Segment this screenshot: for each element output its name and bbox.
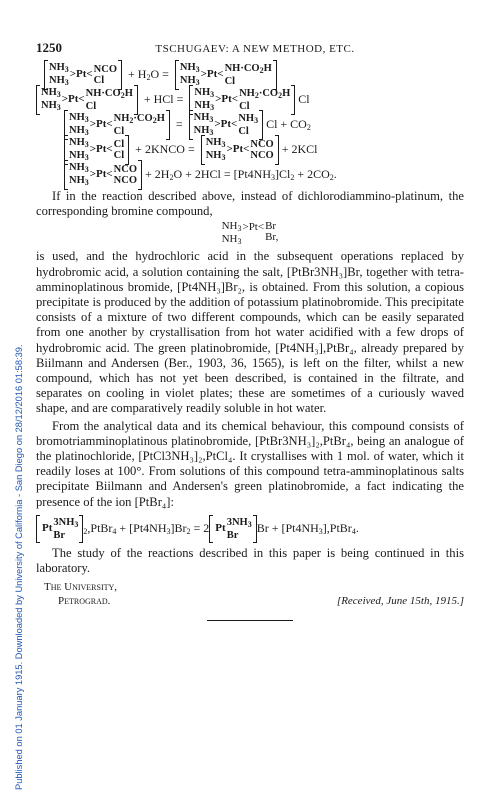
final-eq-tail: $Br + [Pt4NH_3],PtBr_4$.	[256, 521, 359, 537]
download-notice-text[interactable]: Published on 01 January 1915. Downloaded by University of California - San Diego on 28/12/2016 01:58:39.	[14, 344, 24, 790]
running-title: TSCHUGAEV: A NEW METHOD, ETC.	[155, 43, 355, 55]
paragraph-2: is used, and the hydrochloric acid in the subsequent operations replaced by hydrobromic acid, a solution containing the salt, [PtBr3NH₃]Br, together with tetra-amminoplatinous bromide, [Pt4NH₃]Br₂, is obtained. From this solution, a copious precipitate is produced by the addition of potassium platinobromide. This precipitate consists of a mixture of two different compounds, which can be easily separated from one another by crystallisation from hot water acidified with a few drops of hydrobromic acid. The green platinobromide, [Pt4NH₃],PtBr₄, already prepared by Biilmann and Andersen (Ber., 1903, 36, 1565), is left on the filter, whilst a new compound, which has not yet been described, is contained in the filtrate, and separates on cooling in violet plates; these are sometimes of a curiously waved shape, and are comparatively readily soluble in hot water.	[36, 249, 464, 416]
paragraph-4: The study of the reactions described in this paper is being continued in this laboratory.	[36, 545, 464, 576]
eq3-product: $NH_3$ $NH_3$ >Pt< $NH_3$ Cl	[189, 112, 263, 138]
equation-4	[64, 137, 464, 162]
final-eq-mid: $_2$,PtBr$_4$ + $[Pt4NH_3]Br_2 = 2$	[83, 521, 210, 537]
paragraph-1: If in the reaction described above, instead of dichlorodiammino-platinum, the corresponding bromine compound,	[36, 189, 464, 219]
final-eq-left: Pt $3NH_3$ Br	[36, 517, 83, 541]
eq3-tail: $Cl + CO_2$	[263, 117, 311, 132]
final-equation	[36, 514, 464, 544]
eq1-operator: + $H_2O$ =	[128, 67, 169, 82]
eq2-operator: + HCl =	[143, 92, 184, 106]
eq1-reactant: $NH_3$ $NH_3$ >Pt< NCO Cl	[44, 62, 122, 88]
bromine-compound-formula: $NH_3$ $NH_3$ >Pt< Br Br,	[221, 220, 279, 247]
received-date: [Received, June 15th, 1915.]	[336, 595, 464, 608]
reaction-equations	[36, 62, 464, 187]
paper-page	[36, 40, 464, 621]
eq3-reactant: $NH_3$ $NH_3$ >Pt< $NH_2\cdot CO_2H$ Cl	[64, 112, 170, 138]
eq4-reactant: $NH_3$ $NH_3$ >Pt< Cl Cl	[64, 137, 129, 163]
eq1-product: $NH_3$ $NH_3$ >Pt< $NH\cdot CO_2H$ Cl	[175, 62, 277, 88]
eq3-operator: =	[175, 117, 183, 131]
paragraph-3: From the analytical data and its chemical behaviour, this compound consists of bromotriamminoplatinous platinobromide, [PtBr3NH₃]₂,PtBr₄, being an analogue of the platinochloride, [PtCl3NH₃]₂,PtCl₄. It crystallises with 1 mol. of water, which it readily loses at 100°. From solutions of this compound tetra-amminoplatinous salts precipitate Biilmann and Andersen's green platinobromide, a fact indicating the presence of the ion [PtBr₄]:	[36, 418, 464, 509]
end-rule	[207, 620, 293, 621]
final-eq-right: Pt $3NH_3$ Br	[209, 517, 256, 541]
eq2-tail: Cl	[295, 92, 310, 106]
page-header	[36, 40, 464, 58]
eq2-product: $NH_3$ $NH_3$ >Pt< $NH_2\cdot CO_2H$ Cl	[189, 87, 295, 113]
eq5-tail: + $2H_2O + 2HCl = [Pt4NH_3]Cl_2 + 2CO_2$.	[142, 167, 337, 182]
affiliation: The University,	[44, 581, 118, 594]
eq5-reactant: $NH_3$ $NH_3$ >Pt< NCO NCO	[64, 162, 142, 188]
eq4-tail: + 2KCl	[278, 142, 318, 156]
equation-5	[64, 162, 464, 187]
page-number: 1250	[36, 40, 62, 55]
eq4-product: $NH_3$ $NH_3$ >Pt< NCO NCO	[201, 137, 279, 163]
equation-1	[44, 62, 464, 87]
eq2-reactant: $NH_3$ $NH_3$ >Pt< $NH\cdot CO_2H$ Cl	[36, 87, 138, 113]
download-notice-sidebar	[2, 30, 24, 790]
footer	[36, 580, 464, 608]
equation-2	[36, 87, 464, 112]
equation-3	[64, 112, 464, 137]
eq4-operator: + 2KNCO =	[135, 142, 195, 156]
city: Petrograd.	[58, 595, 111, 608]
